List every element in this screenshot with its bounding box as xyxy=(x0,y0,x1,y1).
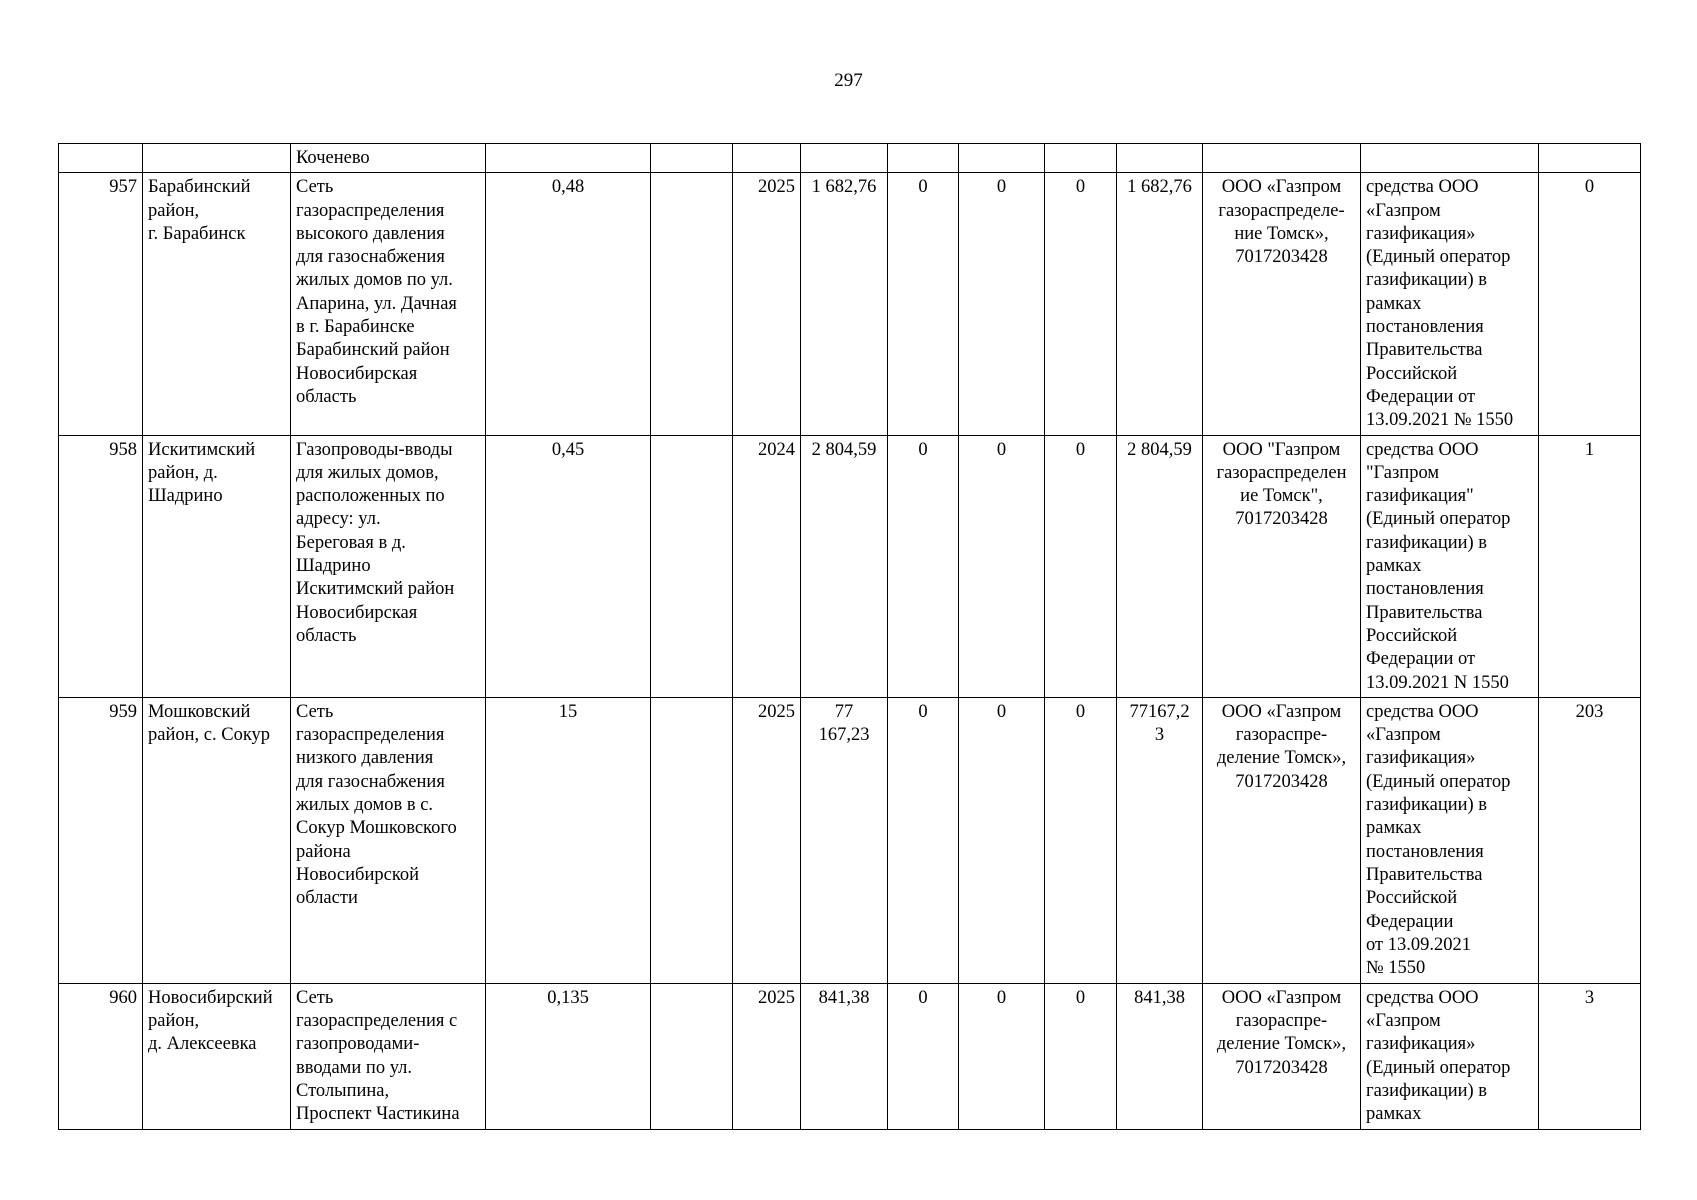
cell-year: 2024 xyxy=(733,435,801,697)
cell-number: 960 xyxy=(59,983,143,1129)
cell-length: 0,135 xyxy=(486,983,651,1129)
cell-object: Сеть газораспределения низкого давления для газоснабжения жилых домов в с. Сокур Мошковского района Новосибирской области xyxy=(291,697,486,983)
cell-organization: ООО «Газпром газораспре- деление Томск», 7017203428 xyxy=(1203,697,1361,983)
cell-value-2: 0 xyxy=(959,983,1045,1129)
table-row xyxy=(59,697,1641,983)
cell-locality: Барабинский район, г. Барабинск xyxy=(143,173,291,435)
cell-blank xyxy=(651,697,733,983)
cell-object: Газопроводы-вводы для жилых домов, расположенных по адресу: ул. Береговая в д. Шадрино Искитимский район Новосибирская область xyxy=(291,435,486,697)
cell-value-2: 0 xyxy=(959,173,1045,435)
cell-locality: Новосибирский район, д. Алексеевка xyxy=(143,983,291,1129)
cell-year: 2025 xyxy=(733,697,801,983)
cell-blank xyxy=(651,435,733,697)
page-number: 297 xyxy=(834,70,863,91)
cell-locality: Искитимский район, д. Шадрино xyxy=(143,435,291,697)
cell-value-2: 0 xyxy=(959,435,1045,697)
cell-year: 2025 xyxy=(733,983,801,1129)
cell-value-2: 0 xyxy=(959,697,1045,983)
cell-total: 2 804,59 xyxy=(801,435,888,697)
cell-value-3: 0 xyxy=(1045,173,1117,435)
cell-count: 3 xyxy=(1539,983,1641,1129)
cell-locality: Мошковский район, с. Сокур xyxy=(143,697,291,983)
cell-count: 0 xyxy=(1539,173,1641,435)
cell-value-3 xyxy=(1045,144,1117,173)
cell-value-3: 0 xyxy=(1045,435,1117,697)
gasification-objects-table xyxy=(58,143,1641,1130)
cell-value-3: 0 xyxy=(1045,697,1117,983)
cell-organization: ООО "Газпром газораспределен ие Томск", 7017203428 xyxy=(1203,435,1361,697)
cell-number: 957 xyxy=(59,173,143,435)
cell-blank xyxy=(651,983,733,1129)
cell-blank xyxy=(651,173,733,435)
cell-total: 1 682,76 xyxy=(801,173,888,435)
cell-organization: ООО «Газпром газораспре- деление Томск», 7017203428 xyxy=(1203,983,1361,1129)
cell-object: Сеть газораспределения с газопроводами- вводами по ул. Столыпина, Проспект Частикина xyxy=(291,983,486,1129)
cell-total xyxy=(801,144,888,173)
cell-value-4: 2 804,59 xyxy=(1117,435,1203,697)
cell-total: 77 167,23 xyxy=(801,697,888,983)
cell-value-4: 841,38 xyxy=(1117,983,1203,1129)
cell-count: 203 xyxy=(1539,697,1641,983)
cell-funding-source: средства ООО «Газпром газификация» (Единый оператор газификации) в рамках xyxy=(1361,983,1539,1129)
cell-locality xyxy=(143,144,291,173)
cell-number: 958 xyxy=(59,435,143,697)
cell-value-3: 0 xyxy=(1045,983,1117,1129)
cell-blank xyxy=(651,144,733,173)
cell-organization: ООО «Газпром газораспределе- ние Томск», 7017203428 xyxy=(1203,173,1361,435)
cell-object: Сеть газораспределения высокого давления для газоснабжения жилых домов по ул. Апарина, ул. Дачная в г. Барабинске Барабинский район Новосибирская область xyxy=(291,173,486,435)
cell-value-1: 0 xyxy=(888,435,959,697)
table-row xyxy=(59,435,1641,697)
cell-length: 0,45 xyxy=(486,435,651,697)
cell-value-4: 1 682,76 xyxy=(1117,173,1203,435)
cell-object: Коченево xyxy=(291,144,486,173)
cell-number: 959 xyxy=(59,697,143,983)
cell-count: 1 xyxy=(1539,435,1641,697)
cell-value-1: 0 xyxy=(888,173,959,435)
cell-funding-source: средства ООО «Газпром газификация» (Единый оператор газификации) в рамках постановления Правительства Российской Федерации от 13.09.2021 № 1550 xyxy=(1361,173,1539,435)
cell-value-4: 77167,2 3 xyxy=(1117,697,1203,983)
cell-length xyxy=(486,144,651,173)
cell-funding-source: средства ООО "Газпром газификация" (Единый оператор газификации) в рамках постановления Правительства Российской Федерации от 13.09.2021 N 1550 xyxy=(1361,435,1539,697)
cell-funding-source xyxy=(1361,144,1539,173)
cell-organization xyxy=(1203,144,1361,173)
table-row-continuation xyxy=(59,144,1641,173)
cell-value-2 xyxy=(959,144,1045,173)
cell-length: 15 xyxy=(486,697,651,983)
cell-value-1 xyxy=(888,144,959,173)
cell-year: 2025 xyxy=(733,173,801,435)
cell-funding-source: средства ООО «Газпром газификация» (Единый оператор газификации) в рамках постановления Правительства Российской Федерации от 13.09.2021 № 1550 xyxy=(1361,697,1539,983)
cell-value-4 xyxy=(1117,144,1203,173)
cell-value-1: 0 xyxy=(888,983,959,1129)
cell-count xyxy=(1539,144,1641,173)
cell-total: 841,38 xyxy=(801,983,888,1129)
table-row xyxy=(59,173,1641,435)
cell-value-1: 0 xyxy=(888,697,959,983)
cell-year xyxy=(733,144,801,173)
cell-number xyxy=(59,144,143,173)
table-row xyxy=(59,983,1641,1129)
cell-length: 0,48 xyxy=(486,173,651,435)
